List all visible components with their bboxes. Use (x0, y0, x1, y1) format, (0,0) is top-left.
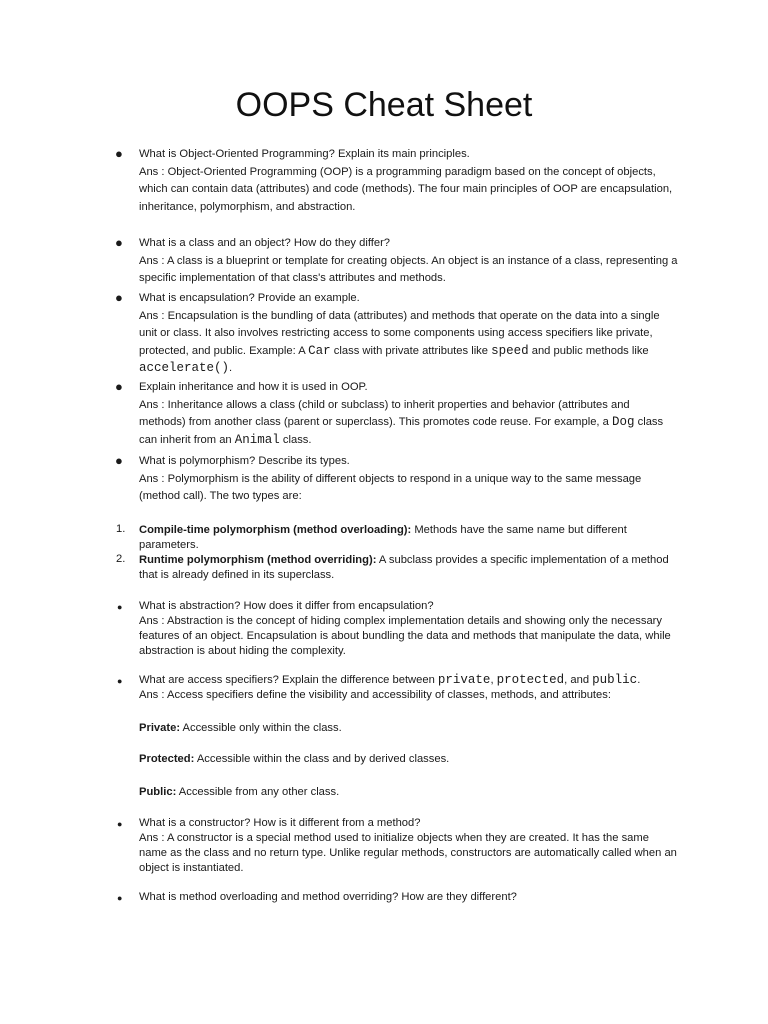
bullet-icon: ● (117, 676, 123, 686)
question-text: Explain inheritance and how it is used in OOP. (139, 381, 368, 393)
question-text: What is polymorphism? Describe its types. (139, 455, 350, 467)
qa-item-overloading-overriding (117, 890, 679, 905)
qa-item-class-object (115, 235, 679, 288)
list-item-compile-time (139, 523, 679, 553)
code-private: private (437, 673, 491, 687)
question-text: What is a class and an object? How do they differ? (139, 237, 391, 249)
bullet-icon: ● (117, 893, 123, 903)
term-text: Compile-time polymorphism (method overloading): (139, 524, 412, 536)
term-text: Public: (139, 786, 177, 798)
code-accelerate: accelerate() (139, 361, 230, 375)
desc-text: Accessible within the class and by derived classes. (194, 753, 450, 765)
term-text: Private: (139, 722, 181, 734)
desc-text: Methods have the same name but different parameters. (139, 524, 627, 551)
qa-item-inheritance (115, 379, 679, 449)
answer-part: Ans : Encapsulation is the bundling of data (attributes) and methods that operate on the data into a single unit or class. It also involves restricting access to some components using access specifiers like private, protected, and public. Example: A (139, 309, 660, 357)
desc-text: Accessible from any other class. (176, 786, 340, 798)
code-dog: Dog (611, 415, 635, 429)
answer-part: class with private attributes like (330, 344, 492, 357)
answer-part: Ans : Inheritance allows a class (child or subclass) to inherit properties and behavior (attributes and methods) from another class (parent or superclass). This promotes code reuse. For example, a (139, 398, 630, 428)
answer-part: class can inherit from an (139, 416, 664, 446)
spec-private (139, 721, 679, 736)
desc-text: A subclass provides a specific implementation of a method that is already defined in its superclass. (139, 554, 669, 581)
bullet-icon: ● (115, 379, 123, 394)
bullet-icon: ● (115, 290, 123, 305)
code-protected: protected (496, 673, 565, 687)
answer-text: Ans : Object-Oriented Programming (OOP) is a programming paradigm based on the concept of objects, which can contain data (attributes) and code (methods). The four main principles of OOP are encapsulation, inheritance, polymorphism, and abstraction. (139, 165, 673, 213)
bullet-icon: ● (117, 602, 123, 612)
list-number: 2. (116, 553, 126, 565)
qa-item-polymorphism (115, 453, 679, 506)
bullet-icon: ● (115, 453, 123, 468)
qa-item-access-specifiers (117, 673, 679, 703)
question-text: What is abstraction? How does it differ from encapsulation? (139, 600, 434, 612)
bullet-icon: ● (115, 235, 123, 250)
term-text: Protected: (139, 753, 195, 765)
answer-text: Ans : Polymorphism is the ability of different objects to respond in a unique way to the same message (method call). The two types are: (139, 472, 642, 502)
answer-text: Ans : Access specifiers define the visibility and accessibility of classes, methods, and attributes: (139, 689, 611, 701)
spec-protected (139, 752, 679, 767)
question-text (139, 673, 679, 688)
term-text: Runtime polymorphism (method overriding): (139, 554, 377, 566)
page-title: OOPS Cheat Sheet (235, 86, 533, 124)
bullet-icon: ● (117, 819, 123, 829)
spec-public (139, 785, 679, 800)
code-public: public (592, 673, 638, 687)
code-animal: Animal (234, 432, 280, 447)
qa-item-abstraction (117, 599, 679, 659)
answer-text (139, 308, 679, 378)
list-item-runtime (139, 553, 679, 583)
bullet-icon: ● (115, 146, 123, 161)
answer-text: Ans : Abstraction is the concept of hiding complex implementation details and showing only the necessary features of an object. Encapsulation is about bundling the data and methods that manipulate the data, while abstraction is about hiding the complexity. (139, 615, 671, 657)
qa-item-encapsulation (115, 290, 679, 378)
answer-text (139, 397, 679, 450)
qa-item-oop (115, 146, 679, 216)
separator: , (490, 674, 497, 686)
desc-text: Accessible only within the class. (180, 722, 342, 734)
question-text: What is Object-Oriented Programming? Explain its main principles. (139, 148, 470, 160)
answer-part: . (229, 362, 233, 374)
answer-part: and public methods like (528, 344, 649, 357)
question-text: What is a constructor? How is it different from a method? (139, 817, 421, 829)
code-speed: speed (491, 343, 529, 358)
list-number: 1. (116, 523, 126, 535)
question-text: What is encapsulation? Provide an example. (139, 292, 360, 304)
answer-part: class. (279, 433, 312, 446)
answer-text: Ans : A constructor is a special method used to initialize objects when they are created. It has the same name as the class and no return type. Unlike regular methods, constructors are automatically called when an object is instantiated. (139, 832, 677, 874)
question-text: What is method overloading and method overriding? How are they different? (139, 891, 517, 903)
separator: , and (564, 674, 593, 686)
question-part: What are access specifiers? Explain the difference between (139, 674, 438, 686)
code-car: Car (308, 343, 331, 358)
qa-item-constructor (117, 816, 679, 876)
question-part: . (637, 674, 641, 686)
answer-text: Ans : A class is a blueprint or template for creating objects. An object is an instance of a class, representing a specific implementation of that class's attributes and methods. (139, 254, 678, 284)
